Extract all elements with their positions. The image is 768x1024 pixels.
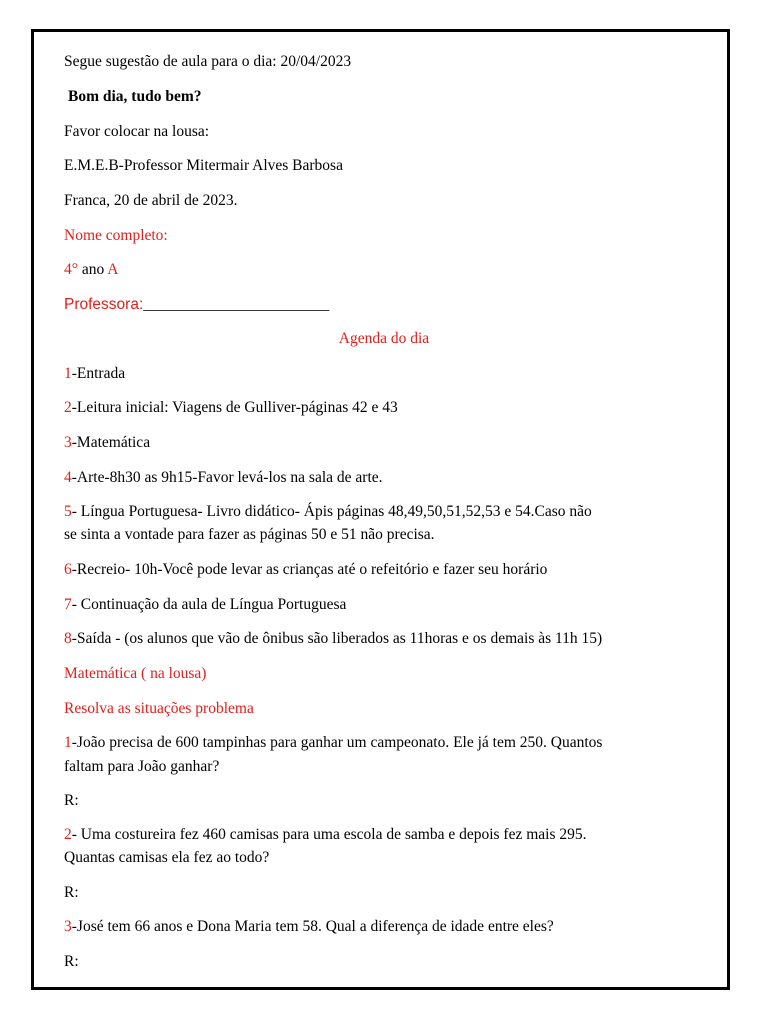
item-text: - Continuação da aula de Língua Portuguesa xyxy=(71,596,347,613)
grade-number: 4° xyxy=(64,261,78,278)
math-subtitle: Resolva as situações problema xyxy=(64,700,254,717)
answer-line: R: xyxy=(64,792,79,809)
greeting: Bom dia, tudo bem? xyxy=(68,88,202,105)
problem-text: - Uma costureira fez 460 camisas para uma escola de samba e depois fez mais 295. xyxy=(71,826,587,843)
item-text: -Leitura inicial: Viagens de Gulliver-páginas 42 e 43 xyxy=(71,399,398,416)
item-number: 1 xyxy=(64,365,72,382)
item-text: - Língua Portuguesa- Livro didático- Ápis páginas 48,49,50,51,52,53 e 54.Caso não xyxy=(71,503,592,520)
agenda-item xyxy=(64,365,125,383)
teacher-line xyxy=(64,296,329,314)
agenda-item xyxy=(64,399,398,417)
problem-text: -José tem 66 anos e Dona Maria tem 58. Qual a diferença de idade entre eles? xyxy=(71,918,554,935)
item-text: -Arte-8h30 as 9h15-Favor levá-los na sala de arte. xyxy=(71,469,383,486)
item-number: 6 xyxy=(64,561,72,578)
answer-line: R: xyxy=(64,953,79,970)
agenda-title: Agenda do dia xyxy=(338,330,430,347)
item-number: 3 xyxy=(64,434,72,451)
teacher-blank: ________________________ xyxy=(143,296,330,313)
teacher-label: Professora: xyxy=(64,296,144,313)
item-number: 2 xyxy=(64,399,72,416)
agenda-item-continuation: se sinta a vontade para fazer as páginas 50 e 51 não precisa. xyxy=(64,526,435,543)
problem-text: -João precisa de 600 tampinhas para ganhar um campeonato. Ele já tem 250. Quantos xyxy=(71,734,603,751)
item-number: 4 xyxy=(64,469,72,486)
item-number: 8 xyxy=(64,630,72,647)
item-text: -Entrada xyxy=(71,365,126,382)
problem xyxy=(64,734,602,752)
agenda-item xyxy=(64,469,383,487)
answer-line: R: xyxy=(64,884,79,901)
place-date: Franca, 20 de abril de 2023. xyxy=(64,192,238,209)
grade-word: ano xyxy=(77,261,108,278)
problem-continuation: faltam para João ganhar? xyxy=(64,758,220,775)
grade-class: A xyxy=(107,261,119,278)
item-text: -Recreio- 10h-Você pode levar as crianças até o refeitório e fazer seu horário xyxy=(71,561,548,578)
item-number: 7 xyxy=(64,596,72,613)
instruction-line: Favor colocar na lousa: xyxy=(64,123,210,140)
math-title: Matemática ( na lousa) xyxy=(64,665,207,682)
grade-line xyxy=(64,261,118,279)
problem-continuation: Quantas camisas ela fez ao todo? xyxy=(64,849,270,866)
agenda-item xyxy=(64,630,602,648)
intro-line: Segue sugestão de aula para o dia: 20/04/2023 xyxy=(64,53,352,70)
agenda-item xyxy=(64,503,592,521)
item-text: -Matemática xyxy=(71,434,151,451)
problem-number: 3 xyxy=(64,918,72,935)
school-name: E.M.E.B-Professor Mitermair Alves Barbosa xyxy=(64,157,343,174)
item-number: 5 xyxy=(64,503,72,520)
agenda-item xyxy=(64,596,346,614)
problem xyxy=(64,826,587,844)
problem-number: 2 xyxy=(64,826,72,843)
problem-number: 1 xyxy=(64,734,72,751)
item-text: -Saída - (os alunos que vão de ônibus são liberados as 11horas e os demais às 11h 15) xyxy=(71,630,603,647)
agenda-item xyxy=(64,434,150,452)
name-label: Nome completo: xyxy=(64,227,168,244)
problem xyxy=(64,918,554,936)
agenda-item xyxy=(64,561,547,579)
